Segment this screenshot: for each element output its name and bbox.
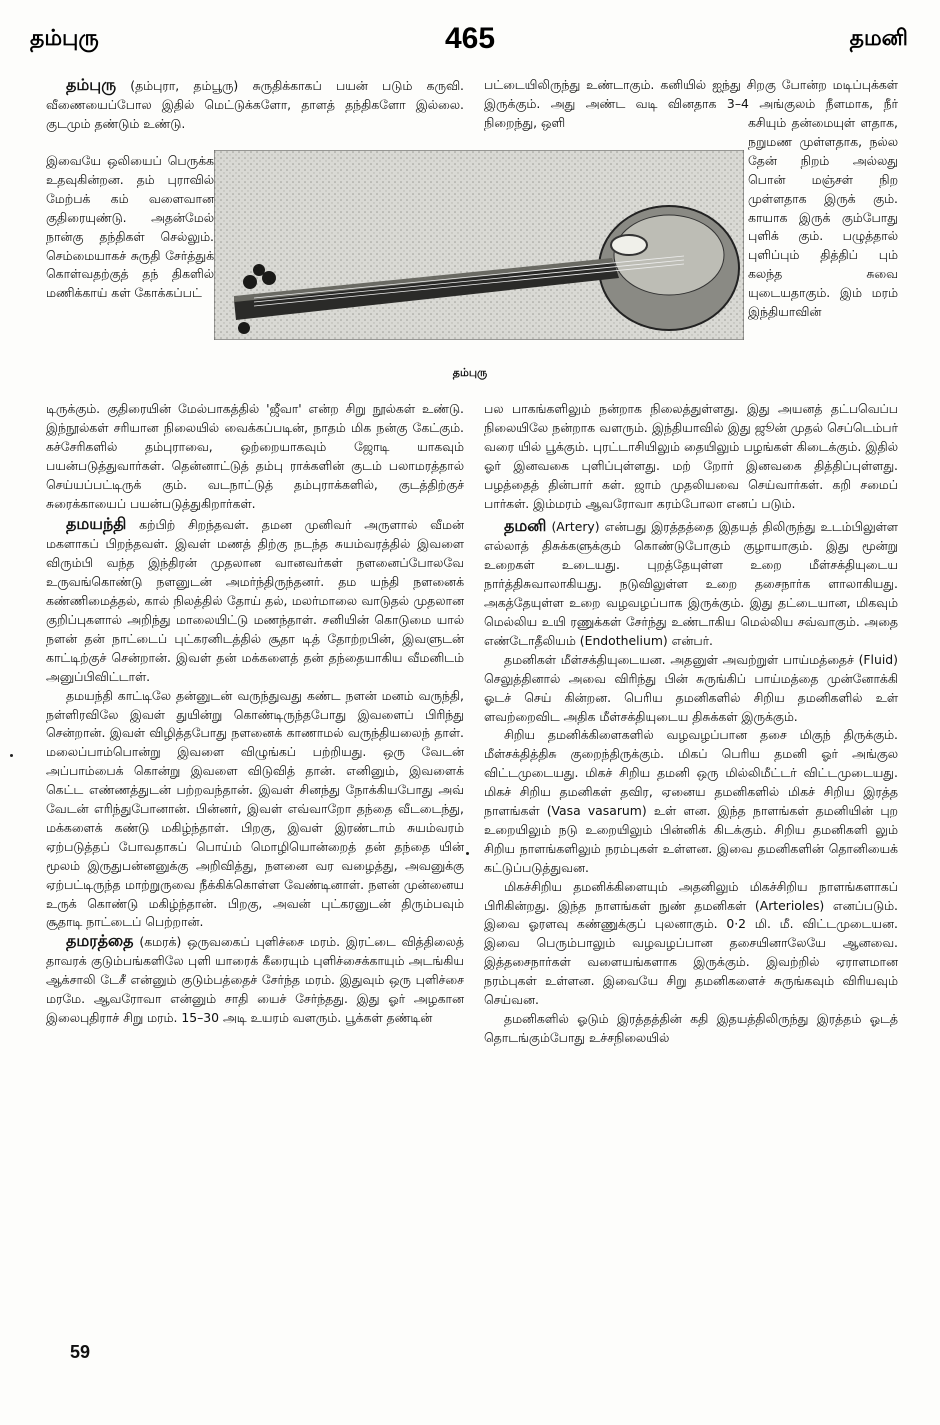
- headword-damayanthi: தமயந்தி: [66, 514, 127, 534]
- headword-thamarathai: தமரத்தை: [66, 931, 134, 951]
- entry-text: இவையே ஒலியைப் பெருக்க உதவுகின்றன. தம் புராவில் மேற்பக் கம் வளைவான குதிரையுண்டு. அதன்மேல் நான்கு தந்திகள் செல்லும். செம்மையாகச் சுருதி சேர்த்துக் கொள்வதற்குத் தந் திகளில் மணிக்காய் கள் கோக்கப்பட்: [46, 153, 214, 301]
- entry-text: தமனிகளில் ஓடும் இரத்தத்தின் கதி இதயத்திலிருந்து இரத்தம் ஓடத் தொடங்கும்போது உச்சநிலையில்: [484, 1011, 898, 1045]
- headword-thamani: தமனி: [504, 516, 547, 536]
- running-head-left: தம்புரு: [30, 26, 99, 51]
- entry-text: கற்பிற் சிறந்தவள். தமன முனிவர் அருளால் வீமன் மகளாகப் பிறந்தவள். இவள் மணத் திற்கு நடந்த சுயம்வரத்தில் இவளை விரும்பி வந்த இந்திரன் முதலான வானவர்கள் நளனைப்போலவே உருவங்கொண்டு நளனுடன் அமர்ந்திருந்தனர். தம யந்தி நளனைக் கண்ணிமைத்தல், கால் நிலத்தில் தோய் தல், மலர்மாலை வாடுதல் முதலான குறிப்புகளால் அறிந்து மாலையிட்டு மணந்தாள். சனியின் கொடுமை யால் நளன் தன் நாட்டைப் புட்கரனிடத்தில் சூதா டித் தோற்றபின், இவளுடன் காட்டிற்குச் சென்றான். இவள் தன் மக்களைத் தன் தந்தையாகிய வீமனிடம் அனுப்பிவிட்டாள்.: [46, 517, 464, 684]
- tambura-instrument-icon: [214, 150, 744, 340]
- entry-text: தமயந்தி காட்டிலே தன்னுடன் வருந்துவது கண்ட நளன் மனம் வருந்தி, நள்ளிரவிலே இவள் துயின்று கொண்டிருந்தபோது இவளைப் பிரிந்து சென்றான். இவள் விழித்தபோது நளனைக் காணாமல் வருந்தியலைந் தாள். மலைப்பாம்பொன்று இவளை விழுங்கப் பற்றியது. ஒரு வேடன் அப்பாம்பைக் கொன்று இவளை விடுவித் தான். எனினும், இவளைக் கெட்ட எண்ணத்துடன் பற்றவந்தான். இவள் சினந்து நோக்கியபோது அவ் வேடன் எரிந்துபோனான். பின்னர், இவள் எவ்வாறோ தந்தை வீடடைந்து, மக்களைக் கண்டு மகிழ்ந்தாள். பிறகு, இவள் இரண்டாம் சுயம்வரம் ஏற்படுத்தப் போவதாகப் பொய்ம் மொழியொன்றைத் தன் தந்தை யின் மூலம் இருதுபன்னனுக்கு அறிவித்து, நளனை வர வழைத்து, அவனுக்கு ஏற்பட்டிருந்த மாற்றுருவை நீக்கிக்கொள்ள வேண்டினாள். நளன் முன்னைய உருக் கொண்டு மகிழ்ந்தான். பிறகு, அவன் புட்கரனுடன் திரும்பவும் சூதாடி நாட்டைப் பெற்றான்.: [46, 687, 464, 930]
- entry-text: பட்டையிலிருந்து உண்டாகும். கனியில் ஐந்து சிறகு போன்ற மடிப்புக்கள் இருக்கும். அது அண்ட வடி வினதாக 3–4 அங்குலம் நீளமாக, நீர் நிறைந்து, ஒளி: [484, 77, 898, 130]
- tambura-illustration: [214, 150, 744, 340]
- print-speck: [10, 754, 13, 757]
- entry-text: (கமரக்) ஒருவகைப் புளிச்சை மரம். இரட்டை வித்திலைத் தாவரக் குடும்பங்களிலே புளி யாரைக் கீரையும் புளிச்சைக்காயும் அடங்கிய ஆக்சாலி டேசீ என்னும் குடும்பத்தைச் சேர்ந்த மரம். இதுவும் ஒரு புளிச்சை மரமே. ஆவரோவா என்னும் சாதி யைச் சேர்ந்தது. இது ஓர் அழகான இலைபுதிராச் சிறு மரம். 15–30 அடி உயரம் வளரும். பூக்கள் தண்டின்: [46, 934, 464, 1025]
- entry-text: (தம்புரா, தம்பூரு) சுருதிக்காகப் பயன் படும் கருவி. வீணையைப்போல இதில் மெட்டுக்களோ, தாளத் தந்திகளோ இல்லை. குடமும் தண்டும் உண்டு.: [46, 78, 464, 131]
- headword-thambura: தம்புரு: [66, 75, 117, 94]
- page-number: 465: [444, 22, 496, 55]
- signature-number: 59: [70, 1342, 91, 1362]
- running-head-right: தமனி: [849, 26, 908, 51]
- entry-thambura-intro: [46, 76, 464, 134]
- entry-text: (Artery) என்பது இரத்தத்தை இதயத் திலிருந்து உடம்பிலுள்ள எல்லாத் திசுக்களுக்கும் கொண்டுபோகும் குழாயாகும். இது மூன்று உறைகள் உடையது. புறத்தேயுள்ள உறை மீள்சக்தியுடைய நார்த்திசுவாலாகியது. நடுவிலுள்ள உறை தசைநார்க ளாலாகியது. அகத்தேயுள்ள உறை வழவழப்பாக இருக்கும். இது தட்டையான, மிகவும் மெல்லிய உயி ரணுக்கள் சேர்ந்து உண்டாகிய மெல்லிய சவ்வாகும். அதை எண்டோதீலியம் (Endothelium) என்பர்.: [484, 519, 898, 648]
- right-column-wrap: [748, 114, 898, 322]
- entry-text: மிகச்சிறிய தமனிக்கிளையும் அதனிலும் மிகச்சிறிய நாளங்களாகப் பிரிகின்றது. இந்த நாளங்கள் நுண் தமனிகள் (Arterioles) எனப்படும். இவை ஓரளவு கண்ணுக்குப் புலனாகும். 0·2 மி. மீ. விட்டமுடையன. இவை பெரும்பாலும் வழவழப்பான தசையினாலேயே ஆனவை. இத்தசைநார்கள் வளையங்களாக இருக்கும். இவற்றில் ஏராளமான நரம்புகள் உள்ளன. இவையே சிறு தமனிகளைச் சுருங்கவும் விரியவும் செய்வன.: [484, 878, 898, 1008]
- entry-text: பல பாகங்களிலும் நன்றாக நிலைத்துள்ளது. இது அயனத் தட்பவெப்ப நிலையிலே நன்றாக வளரும். இந்தியாவில் இது ஜூன் முதல் செப்டெம்பர் வரை யில் பூக்கும். புரட்டாசியிலும் தையிலும் பழங்கள் கிடைக்கும். இதில் ஓர் இனவகை புளிப்புள்ளது. மற் றோர் இனவகை தித்திப்புள்ளது. பழத்தைத் தின்பார் கள். ஜாம் முதலியவை செய்வார்கள். கறி சமைப் பார்கள். இம்மரம் ஆவரோவா கரம்போலா எனப் படும்.: [484, 401, 898, 511]
- entry-text: தமனிகள் மீள்சக்தியுடையன. அதனுள் அவற்றுள் பாய்மத்தைச் (Fluid) செலுத்தினால் அவை விரிந்து பின் சுருங்கிப் பாய்மத்தை முன்னோக்கி ஓடச் செய் கின்றன. பெரிய தமனிகளில் சிறிய தமனிகளில் உள் ளவற்றைவிட அதிக மீள்சக்தியுடைய திசுக்கள் இருக்கும்.: [484, 651, 898, 724]
- entry-text: டிருக்கும். குதிரையின் மேல்பாகத்தில் 'ஜீவா' என்ற சிறு நூல்கள் உண்டு. இந்நூல்கள் சரியான நிலையில் வைக்கப்படின், நாதம் மிக நன்கு கேட்கும். கச்சேரிகளில் தம்புராவை, ஒற்றையாகவும் ஜோடி யாகவும் பயன்படுத்துவார்கள். தென்னாட்டுத் தம்பு ராக்களின் குடம் பலாமரத்தால் செய்யப்பட்டிருக் கும். வடநாட்டுத் தம்புராக்களில், குடத்திற்குச் சுரைக்காயைப் பயன்படுத்துகிறார்கள்.: [46, 401, 464, 511]
- print-speck: [466, 852, 469, 855]
- entry-text: சிறிய தமனிக்கிளைகளில் வழவழப்பான தசை மிகுந் திருக்கும். மீள்சக்தித்திசு குறைந்திருக்கும். மிகப் பெரிய தமனி ஓர் அங்குல விட்டமுடையது. மிகச் சிறிய தமனி ஒரு மில்லிமீட்டர் விட்டமுடையது. மிகச் சிறிய தமனிகள் தவிர, ஏனைய தமனிகளில் மிகச் சிறிய இரத்த நாளங்கள் (Vasa vasarum) உள் ளன. இந்த நாளங்கள் தமனியின் புற உறையிலும் நடு உறையிலும் பின்னிக் கிடக்கும். சிறிய தமனிகளி லும் சிறிய நாளங்களிலும் நரம்புகள் உள்ளன. இவை தமனிகளின் தொனியைக் கட்டுப்படுத்துவன.: [484, 727, 898, 875]
- right-column-body: [484, 400, 898, 1048]
- entry-text: கசியும் தன்மையுள் ளதாக, நறுமண முள்ளதாக, நல்ல தேன் நிறம் அல்லது பொன் மஞ்சள் நிற முள்ளதாக இருக் கும். காயாக இருக் கும்போது புளிக் கும். பழுத்தால் புளிப்பும் தித்திப் பும் கலந்த சுவை யுடையதாகும். இம் மரம் இந்தியாவின்: [748, 115, 898, 320]
- entry-thambura-wrap: [46, 152, 214, 303]
- figure-caption: தம்புரு: [452, 366, 488, 379]
- left-column-body: [46, 400, 464, 1028]
